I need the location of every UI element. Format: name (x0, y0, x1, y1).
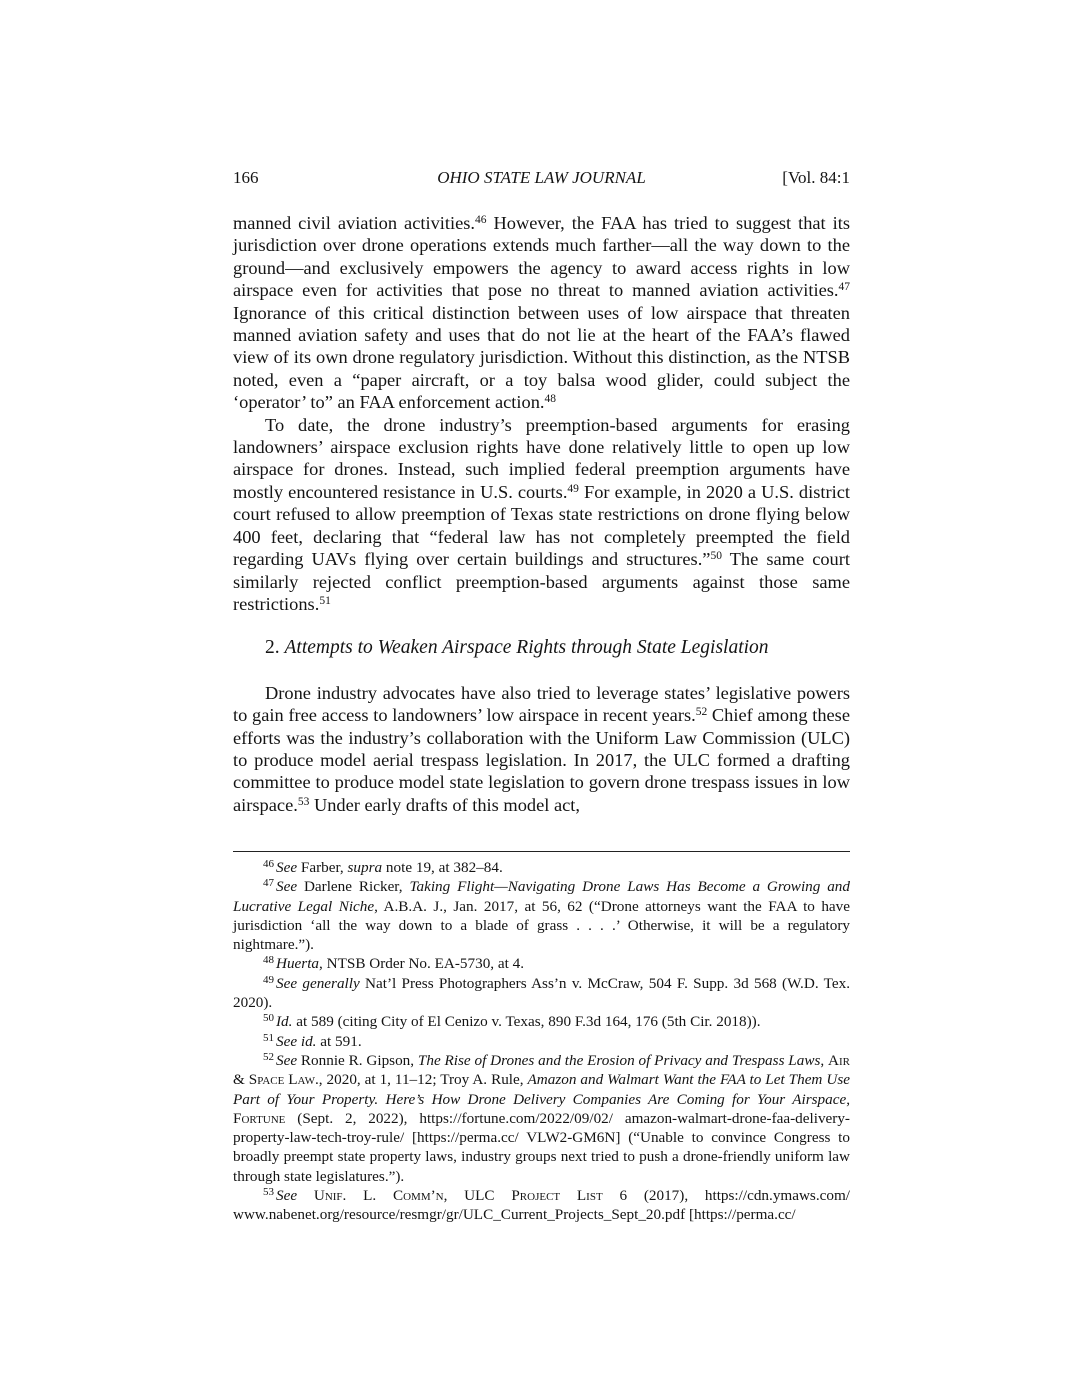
running-header (233, 168, 850, 192)
footnote-53: $^{53}$ See Unif. L. Comm’n, ULC Project List 6 (2017), https://cdn.ymaws.com/ www.nabenet.org/resource/resmgr/gr/ULC_Current_Projects_Sept_20.pdf [https://perma.cc/ (233, 1186, 851, 1224)
paragraph: To date, the drone industry’s preemption-based arguments for erasing landowners’ airspace exclusion rights have done relatively little to open up low airspace for drones. Instead, such implied federal preemption arguments have mostly encountered resistance in U.S. courts.$^{49}$ For example, in 2020 a U.S. district court refused to allow preemption of Texas state restrictions on drone flying below 400 feet, declaring that “federal law has not completely preempted the field regarding UAVs flying over certain buildings and structures.”$^{50}$ The same court similarly rejected conflict preemption-based arguments against those same restrictions.$^{51}$ (233, 414, 850, 614)
footnote-49: $^{49}$ See generally Nat’l Press Photographers Ass’n v. McCraw, 504 F. Supp. 3d 568 (W.D. Tex. 2020). (233, 973, 850, 1012)
footnote-ref[interactable]: 51 (319, 594, 331, 607)
footnote-divider (233, 851, 850, 852)
footnote-ref[interactable]: 46 (475, 214, 487, 226)
footnote-50: $^{50}$ Id. at 589 (citing City of El Cenizo v. Texas, 890 F.3d 164, 176 (5th Cir. 2018)). (263, 1012, 761, 1031)
footnote-ref[interactable]: 49 (567, 482, 579, 495)
page-number: 166 (233, 168, 259, 187)
footnote-ref[interactable]: 47 (838, 281, 850, 294)
footnote-51: $^{51}$ See id. at 591. (263, 1031, 362, 1050)
footnote-52: $^{52}$ See Ronnie R. Gipson, The Rise of Drones and the Erosion of Privacy and Trespass Laws, Air & Space Law., 2020, at 1, 11–12; Troy A. Rule, Amazon and Walmart Want the FAA to Let Them Use Part of Your Property. Here’s How Drone Delivery Companies Are Coming for Your Airspace, Fortune (Sept. 2, 2022), https://fortune.com/2022/09/02/ amazon-walmart-drone-faa-delivery-property-law-tech-troy-rule/ [https://perma.cc/ VLW2-GM6N] (“Unable to convince Congress to broadly preempt state property laws, industry groups next tried to push a drone-friendly uniform law through state legislatures.”). (233, 1050, 851, 1185)
journal-title: OHIO STATE LAW JOURNAL (437, 168, 646, 187)
footnote-ref[interactable]: 48 (544, 393, 556, 406)
footnote-ref[interactable]: 52 (695, 706, 708, 719)
footnote-ref[interactable]: 53 (297, 795, 310, 808)
main-text (233, 212, 850, 816)
footnote-46: $^{46}$ See Farber, supra note 19, at 382–84. (263, 858, 503, 876)
paragraph: Drone industry advocates have also tried to leverage states’ legislative powers to gain free access to landowners’ low airspace in recent years.$^{52}$ Chief among these efforts was the industry’s collaboration with the Uniform Law Commission (ULC) to produce model aerial trespass legislation. In 2017, the ULC formed a drafting committee to produce model state legislation to govern drone trespass issues in low airspace.$^{53}$ Under early drafts of this model act, (233, 682, 850, 815)
section-heading: 2. Attempts to Weaken Airspace Rights through State Legislation (265, 637, 769, 659)
paragraph: manned civil aviation activities.$^{46}$ However, the FAA has tried to suggest that its jurisdiction over drone operations extends much farther—all the way down to the ground—and exclusively empowers the agency to award access rights in low airspace even for activities that pose no threat to manned aviation activities.$^{47}$ Ignorance of this critical distinction between uses of low airspace that threaten manned aviation safety and uses that do not lie at the heart of the FAA’s flawed view of its own drone regulatory jurisdiction. Without this distinction, as the NTSB noted, even a “paper aircraft, or a toy balsa wood glider, could subject the ‘operator’ to” an FAA enforcement action.$^{48}$ (233, 213, 851, 413)
footnotes (233, 858, 850, 1225)
footnote-47: $^{47}$ See Darlene Ricker, Taking Flight—Navigating Drone Laws Has Become a Growing and Lucrative Legal Niche, A.B.A. J., Jan. 2017, at 56, 62 (“Drone attorneys want the FAA to have jurisdiction ‘all the way down to a blade of grass . . . .’ Otherwise, it will be a regulatory nightmare.”). (233, 877, 850, 954)
footnote-ref[interactable]: 50 (710, 550, 722, 563)
footnote-48: $^{48}$ Huerta, NTSB Order No. EA-5730, at 4. (263, 954, 525, 973)
volume-label: [Vol. 84:1 (782, 168, 850, 187)
